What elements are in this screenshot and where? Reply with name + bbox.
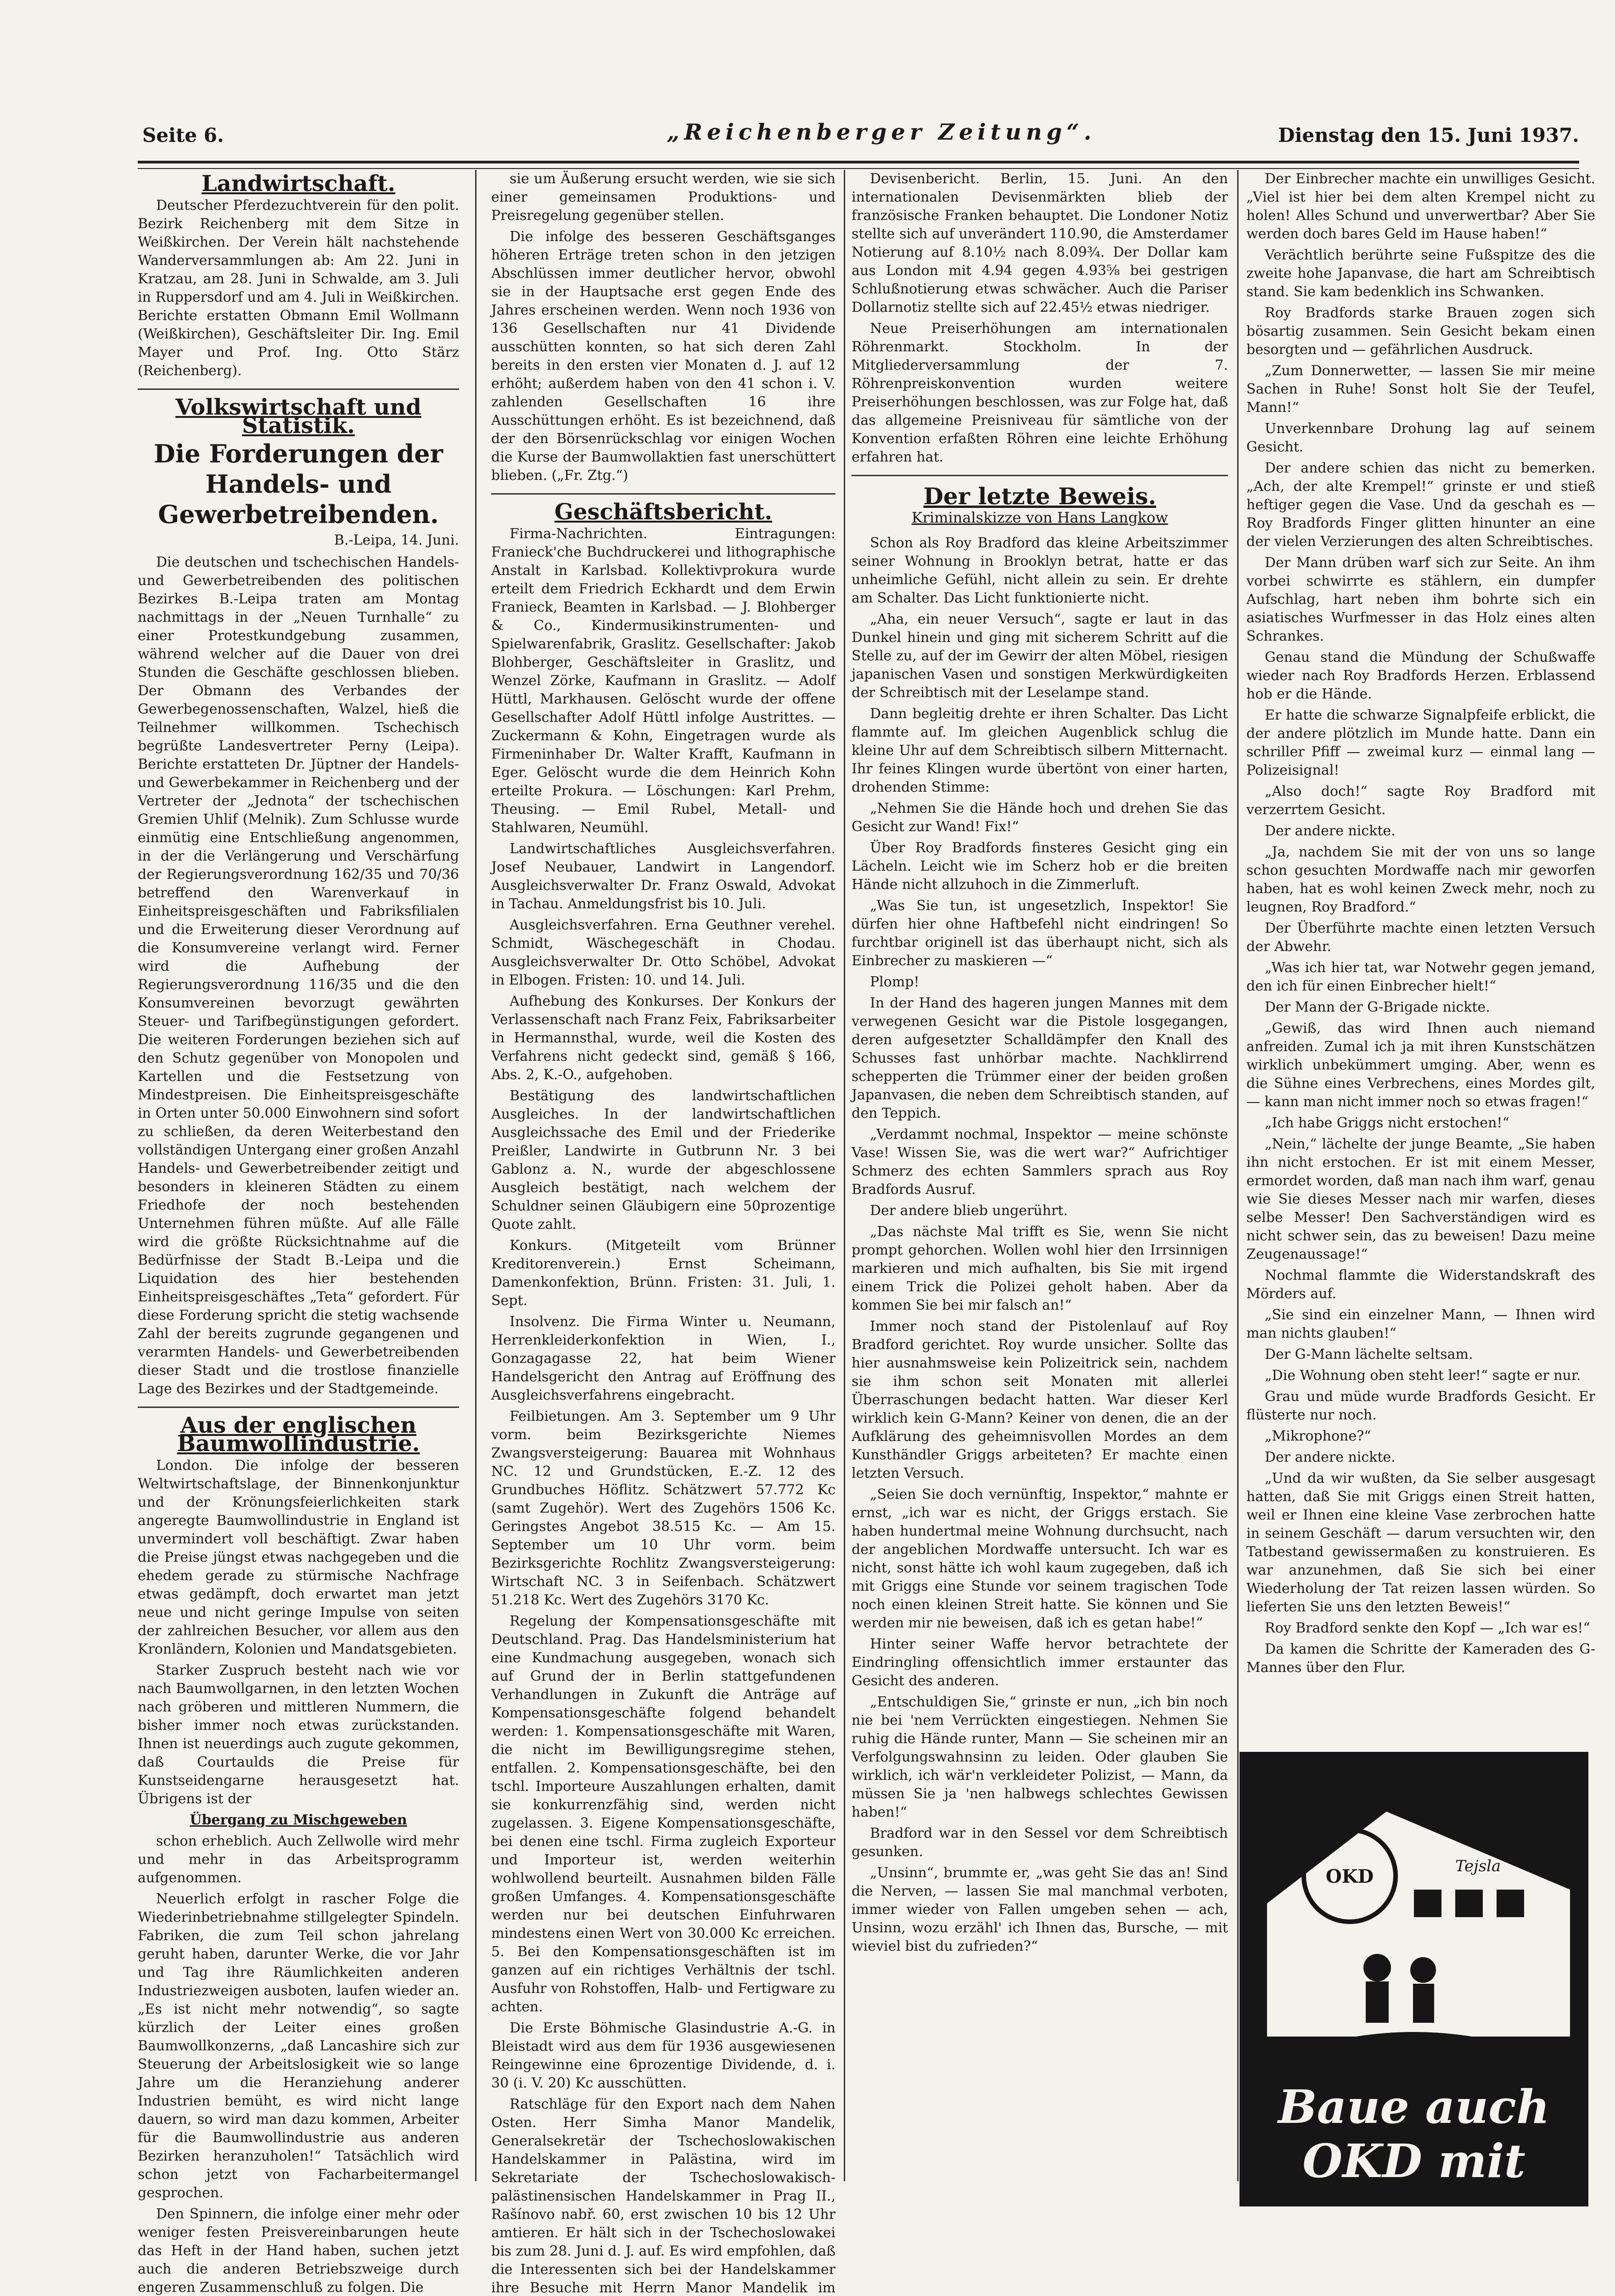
notice-item: Konkurs. (Mitgeteilt vom Brünner Kreditorenverein.) Ernst Scheimann, Damenkonfektion, Brünn. Fristen: 31. Juli, 1. Sept. <box>491 1238 836 1309</box>
column-divider <box>475 170 477 2181</box>
article-paragraph: Die infolge des besseren Geschäftsganges höheren Erträge treten schon in den jetzigen Abschlüssen immer deutlicher hervor, obwohl sie in der Hauptsache erst gegen Ende des Jahres erscheinen werden. Wenn noch 1936 von 136 Gesellschaften nur 41 Dividende ausschütten konnten, so hat sich deren Zahl bereits in den ersten vier Monaten d. J. auf 12 erhöht; außerdem haben von den 41 schon i. V. zahlenden Gesellschaften 16 ihre Ausschüttungen erhöht. Es ist bezeichnend, daß der den Börsenrückschlag vor einigen Wochen die Kurse der Baumwollaktien fast unerschüttert blieben. („Fr. Ztg.“) <box>491 229 836 484</box>
story-paragraph: Verächtlich berührte seine Fußspitze des die zweite hohe Japanvase, die hart am Schreibtisch stand. Sie kam bedenklich ins Schwanken. <box>1246 247 1595 300</box>
story-paragraph: „Also doch!“ sagte Roy Bradford mit verzerrtem Gesicht. <box>1246 783 1595 818</box>
notice-item: Devisenbericht. Berlin, 15. Juni. An den internationalen Devisenmärkten blieb der französische Franken behauptet. Die Londoner Notiz stellte sich auf unverändert 110.90, die Amsterdamer Notierung auf 8.10½ nach 8.09¾. Der Dollar kam aus London mit 4.94 gegen 4.93⅝ bei gestrigen Schlußnotierung etwas schwächer. Auch die Pariser Dollarnotiz stellte sich auf 22.45½ etwas niedriger. <box>852 171 1228 315</box>
ad-window <box>1455 1890 1483 1917</box>
notice-item: Firma-Nachrichten. Eintragungen: Franieck'che Buchdruckerei und lithographische Anstalt in Karlsbad. Kollektivprokura wurde erteilt dem Friedrich Eckhardt und dem Erwin Franieck, Beamten in Karlsbad. — J. Blohberger & Co., Kindermusikinstrumenten- und Spielwarenfabrik, Graslitz. Gesellschafter: Jakob Blohberger, Geschäftsleiter in Graslitz, und Wenzel Zörke, Kaufmann in Graslitz. — Adolf Hüttl, Markhausen. Gelöscht wurde der offene Gesellschafter Adolf Hüttl infolge Austrittes. — Zuckermann & Kohn, Eingetragen wurde als Firmeninhaber Dr. Walter Krafft, Kaufmann in Eger. Gelöscht wurde die dem Heinrich Kohn erteilte Prokura. — Löschungen: Karl Prehm, Theusing. — Emil Rubel, Metall- und Stahlwaren, Neumühl. <box>491 526 836 836</box>
section-rule <box>491 493 836 495</box>
ad-window <box>1414 1890 1441 1917</box>
story-paragraph: „Seien Sie doch vernünftig, Inspektor,“ mahnte er ernst, „ich war es nicht, der Griggs erstach. Sie haben hundertmal meine Wohnung durchsucht, nach der angeblichen Mordwaffe untersucht. Ich war es nicht, sonst hätte ich wohl kaum zugegeben, daß ich mit Griggs eine Stunde vor seinem tragischen Tode noch einen kleinen Streit hatte. Sie können und Sie werden mir nie beweisen, daß ich es getan habe!“ <box>852 1486 1228 1631</box>
notice-item: Feilbietungen. Am 3. September um 9 Uhr vorm. beim Bezirksgerichte Niemes Zwangsversteigerung: Bauarea mit Wohnhaus NC. 12 und Grundstücken, E.-Z. 12 des Grundbuches Höflitz. Schätzwert 57.772 Kc (samt Zugehör). Wert des Zugehörs 1506 Kc. Geringstes Angebot 38.515 Kc. — Am 15. September um 10 Uhr vorm. beim Bezirksgerichte Rochlitz Zwangsversteigerung: Wirtschaft NC. 3 in Seifenbach. Schätzwert 51.218 Kc. Wert des Zugehörs 3170 Kc. <box>491 1408 836 1608</box>
story-paragraph: „Was Sie tun, ist ungesetzlich, Inspektor! Sie dürfen hier ohne Haftbefehl nicht eindringen! So furchtbar originell ist das überhaupt nicht, sich als Einbrecher zu maskieren —“ <box>852 898 1228 969</box>
notice-item: Landwirtschaftliches Ausgleichsverfahren. Josef Neubauer, Landwirt in Langendorf. Ausgleichsverwalter Dr. Franz Oswald, Advokat in Tachau. Anmeldungsfrist bis 10. Juli. <box>491 841 836 912</box>
article-paragraph: London. Die infolge der besseren Weltwirtschaftslage, der Binnenkonjunktur und der Krönungsfeierlichkeiten stark angeregte Baumwollindustrie in England ist unvermindert voll beschäftigt. Zwar haben die Preise jüngst etwas nachgegeben und die ehedem gerade zu stürmische Nachfrage etwas gedämpft, doch erwartet man jetzt neue und nicht geringe Impulse von seiten der zahlreichen Besucher, vor allem aus den Kronländern, Kolonien und Mandatsgebieten. <box>138 1458 459 1657</box>
story-paragraph: Der Mann der G-Brigade nickte. <box>1265 999 1490 1015</box>
story-paragraph: „Entschuldigen Sie,“ grinste er nun, „ich bin noch nie bei 'nem Verrückten eingestiegen. Nehmen Sie ruhig die Hände runter, Mann — Sie scheinen mir an Verfolgungswahnsinn zu leiden. Oder glauben Sie wirklich, ich wär'n verkleideter Polizist, — Mann, da müssen Sie ja 'nen halbwegs schlechtes Gewissen haben!“ <box>852 1694 1228 1820</box>
story-paragraph: Der andere nickte. <box>1265 1449 1396 1465</box>
story-paragraph: „Unsinn“, brummte er, „was geht Sie das an! Sind die Nerven, — lassen Sie mal manchmal verboten, immer wieder von Fallen umgeben sehen — ach, Unsinn, wozu erzähl' ich Ihnen das, Bursche, — mit wieviel bist du zufrieden?“ <box>852 1865 1228 1954</box>
story-paragraph: Er hatte die schwarze Signalpfeife erblickt, die der andere plötzlich im Munde hatte. Dann ein schriller Pfiff — zweimal kurz — einmal lang — Polizeisignal! <box>1246 707 1595 778</box>
notice-item: Ratschläge für den Export nach dem Nahen Osten. Herr Simha Manor Mandelik, Generalsekretär der Tschechoslowakischen Handelskammer in Palästina, wird im Sekretariate der Tschechoslowakisch-palästinensischen Handelskammer in Prag II., Rašínovo nabř. 60, erst zwischen 10 bis 12 Uhr amtieren. Er hält sich in der Tschechoslowakei bis zum 28. Juni d. J. auf. Es wird empfohlen, daß die Interessenten sich bei der Handelskammer ihre Besuche mit Herrn Manor Mandelik im <box>491 2096 836 2296</box>
story-paragraph: „Ich habe Griggs nicht erstochen!“ <box>1265 1115 1509 1131</box>
notice-item: Regelung der Kompensationsgeschäfte mit Deutschland. Prag. Das Handelsministerium hat eine Kundmachung ausgegeben, wonach sich auf Grund der in Berlin stattgefundenen Verhandlungen in Zukunft die Anträge auf Kompensationsgeschäfte folgend behandelt werden: 1. Kompensationsgeschäfte mit Waren, die nicht im Bewilligungsregime stehen, entfallen. 2. Kompensationsgeschäfte, bei den tschl. Importeure Auszahlungen erhalten, damit sie konkurrenzfähig sind, werden nicht zugelassen. 3. Eigene Kompensationsgeschäfte, bei denen eine tschl. Firma zugleich Exporteur und Importeur ist, werden weiterhin wohlwollend beurteilt. Ausnahmen bilden Fälle großen Umfanges. 4. Kompensationsgeschäfte werden nur bei deutschen Einfuhrwaren mindestens einen Wert von 30.000 Kc erreichen. 5. Bei den Kompensationsgeschäften ist im ganzen auf ein richtiges Verhältnis der tschl. Ausfuhr von Rohstoffen, Halb- und Fertigware zu achten. <box>491 1613 836 2015</box>
notice-item: Neue Preiserhöhungen am internationalen Röhrenmarkt. Stockholm. In der Mitgliederversammlung der 7. Röhrenpreiskonvention wurden weitere Preiserhöhungen beschlossen, was zur Folge hat, daß das allgemeine Preisniveau für sämtliche von der Konvention erfaßten Röhren eine leichte Erhöhung erfahren hat. <box>852 321 1228 465</box>
advertisement-okd <box>1239 1752 1588 2206</box>
article-paragraph: Den Spinnern, die infolge einer mehr oder weniger festen Preisvereinbarungen heute das Heft in der Hand haben, suchen jetzt auch die anderen Betriebszweige durch engeren Zusammenschluß zu folgen. Die <box>138 2206 459 2296</box>
column-divider <box>844 170 845 2181</box>
column-divider <box>1237 170 1239 2181</box>
article-paragraph: sie um Äußerung ersucht werden, wie sie sich einer gemeinsamen Produktions- und Preisregelung gegenüber stellen. <box>491 171 836 224</box>
article-subheading: Übergang zu Mischgeweben <box>190 1812 407 1828</box>
column-3 <box>852 170 1228 2181</box>
story-paragraph: Dann begleitig drehte er ihren Schalter. Das Licht flammte auf. Im gleichen Augenblick schlug die kleine Uhr auf dem Schreibtisch silbern Mitternacht. Ihr feines Klingen wurde übertönt von einer harten, drohenden Stimme: <box>852 706 1228 795</box>
section-rule <box>852 475 1228 476</box>
story-paragraph: Hinter seiner Waffe hervor betrachtete der Eindringling offensichtlich immer erstaunter das Gesicht des anderen. <box>852 1636 1228 1689</box>
story-paragraph: Schon als Roy Bradford das kleine Arbeitszimmer seiner Wohnung in Brooklyn betrat, hatte er das unheimliche Gefühl, nicht allein zu sein. Er drehte am Schalter. Das Licht funktionierte nicht. <box>852 535 1228 606</box>
notice-item: Bestätigung des landwirtschaftlichen Ausgleiches. In der landwirtschaftlichen Ausgleichssache des Emil und der Friederike Preißler, Landwirte in Gutbrunn Nr. 3 bei Gablonz a. N., wurde der abgeschlossene Ausgleich bestätigt, nach welchem der Schuldner seinen Gläubigern eine 50prozentige Quote zahlt. <box>491 1088 836 1232</box>
notice-item: Die Erste Böhmische Glasindustrie A.-G. in Bleistadt wird aus dem für 1936 ausgewiesenen Reingewinne eine 6prozentige Dividende, d. i. 30 (i. V. 20) Kc ausschütten. <box>491 2020 836 2091</box>
story-byline: Kriminalskizze von Hans Langkow <box>911 509 1168 526</box>
ad-figure-body <box>1413 1984 1434 2023</box>
story-paragraph: „Was ich hier tat, war Notwehr gegen jemand, den ich für einen Einbrecher hielt!“ <box>1246 960 1595 994</box>
story-paragraph: Über Roy Bradfords finsteres Gesicht ging ein Lächeln. Leicht wie im Scherz hob er die breiten Hände nicht allzuhoch in die Zimmerluft. <box>852 840 1228 893</box>
ad-logo-text: OKD <box>1325 1866 1374 1887</box>
story-paragraph: Der andere nickte. <box>1265 823 1396 839</box>
masthead: „Reichenberger Zeitung“. <box>667 119 1096 145</box>
story-paragraph: „Sie sind ein einzelner Mann, — Ihnen wird man nichts glauben!“ <box>1246 1307 1595 1341</box>
story-paragraph: „Verdammt nochmal, Inspektor — meine schönste Vase! Wissen Sie, was die wert war?“ Aufrichtiger Schmerz des echten Sammlers sprach aus Roy Bradfords Ausruf. <box>852 1126 1228 1198</box>
story-paragraph: Roy Bradfords starke Brauen zogen sich bösartig zusammen. Sein Gesicht bekam einen besorgten und — gefährlichen Ausdruck. <box>1246 305 1595 358</box>
story-paragraph: Roy Bradford senkte den Kopf — „Ich war es!“ <box>1265 1620 1590 1636</box>
story-paragraph: „Die Wohnung oben steht leer!“ sagte er nur. <box>1265 1367 1581 1384</box>
story-paragraph: In der Hand des hageren jungen Mannes mit dem verwegenen Gesicht war die Pistole losgegangen, deren aufgesetzter Schalldämpfer den Knall des Schusses fast unhörbar machte. Nachklirrend schepperten die Trümmer einer der beiden großen Japanvasen, die neben dem Schreibtisch standen, auf den Teppich. <box>852 995 1228 1121</box>
story-paragraph: Immer noch stand der Pistolenlauf auf Roy Bradford gerichtet. Roy wurde unsicher. Sollte das hier ausnahmsweise kein Polizeitrick sein, nachdem sie ihm schon seit Monaten mit allerlei Überraschungen bedacht hatten. War dieser Kerl wirklich kein G-Mann? Keiner von denen, die an der Aufklärung des geheimnisvollen Mordes an dem Kunsthändler Griggs arbeiteten? Er machte einen letzten Versuch. <box>852 1318 1228 1481</box>
story-paragraph: „Mikrophone?“ <box>1265 1428 1371 1444</box>
section-rule <box>138 388 459 390</box>
section-title-geschaeftsbericht: Geschäftsbericht. <box>554 499 773 525</box>
story-title: Der letzte Beweis. <box>923 483 1156 510</box>
article-headline-baumwolle: Aus der englischen Baumwollindustrie. <box>177 1412 420 1457</box>
story-paragraph: Bradford war in den Sessel vor dem Schreibtisch gesunken. <box>852 1825 1228 1860</box>
story-paragraph: „Nein,“ lächelte der junge Beamte, „Sie haben ihn nicht erstochen. Er ist mit einem Messer, ermordet worden, daß man nach ihm warf, genau wie Sie dieses Messer nach mir warfen, dieses selbe Messer! Den Sachverständigen wird es nicht schwer sein, das zu beweisen! Dazu meine Zeugenaussage!“ <box>1246 1136 1595 1262</box>
ad-script-word: Tejsla <box>1455 1857 1501 1875</box>
story-paragraph: Grau und müde wurde Bradfords Gesicht. Er flüsterte nur noch. <box>1246 1389 1595 1423</box>
story-paragraph: „Aha, ein neuer Versuch“, sagte er laut in das Dunkel hinein und ging mit sicherem Schritt auf die Stelle zu, auf der im Gewirr der alten Möbel, riesigen japanischen Vasen und sonstigen Merkwürdigkeiten der Schreibtisch mit der Leselampe stand. <box>852 611 1228 701</box>
column-2 <box>491 170 836 2296</box>
section-title-volkswirtschaft: Volkswirtschaft und Statistik. <box>175 394 421 439</box>
notice-item: Ausgleichsverfahren. Erna Geuthner verehel. Schmidt, Wäschegeschäft in Chodau. Ausgleichsverwalter Dr. Otto Schöbel, Advokat in Elbogen. Fristen: 10. und 14. Juli. <box>491 917 836 988</box>
ad-figure-body <box>1366 1981 1389 2023</box>
article-paragraph: Deutscher Pferdezuchtverein für den polit. Bezirk Reichenberg mit dem Sitze in Weißkirchen. Der Verein hält nachstehende Wanderversammlungen ab: Am 22. Juni in Kratzau, am 28. Juni in Schwalde, am 3. Juli in Ruppersdorf und am 4. Juli in Weißkirchen. Berichte erstatten Obmann Emil Wollmann (Weißkirchen), Geschäftsleiter Dir. Ing. Emil Mayer und Prof. Ing. Otto Stärz (Reichenberg). <box>138 197 459 379</box>
story-paragraph: Der Mann drüben warf sich zur Seite. An ihm vorbei schwirrte es stählern, ein dumpfer Aufschlag, hart neben ihm bohrte sich ein asiatisches Wurfmesser in das Holz eines alten Schrankes. <box>1246 555 1595 644</box>
story-paragraph: Der andere schien das nicht zu bemerken. „Ach, der alte Krempel!“ grinste er und stieß heftiger gegen die Vase. Und da geschah es — Roy Bradfords Finger glitten hinunter an eine der vielen Verzierungen des alten Schreibtisches. <box>1246 460 1595 550</box>
story-paragraph: Plomp! <box>870 974 920 990</box>
story-paragraph: „Ja, nachdem Sie mit der von uns so lange schon gesuchten Mordwaffe nach mir geworfen haben, hat es wohl keinen Zweck mehr, noch zu leugnen, Roy Bradford.“ <box>1246 844 1595 915</box>
story-paragraph: Der Überführte machte einen letzten Versuch der Abwehr. <box>1246 920 1595 955</box>
story-paragraph: Der andere blieb ungerührt. <box>870 1203 1068 1219</box>
section-rule <box>138 1407 459 1408</box>
story-paragraph: „Und da wir wußten, da Sie selber ausgesagt hatten, daß Sie mit Griggs einen Streit hatten, weil er Ihnen eine kleine Vase zerbrochen hatte in seinem Geschäft — darum versuchten wir, den Tatbestand gewissermaßen zu konstruieren. Es war anzunehmen, daß Sie sich bei einer Wiederholung der Tat reizen lassen würden. So lieferten Sie uns den letzten Beweis!“ <box>1246 1470 1595 1615</box>
story-paragraph: „Gewiß, das wird Ihnen auch niemand anfreiden. Zumal ich ja mit ihren Kunstschätzen wirklich unbekümmert umging. Aber, wenn es die Sühne eines Verbrechens, eines Mordes gilt, — kann man nicht immer noch so etwas fragen!“ <box>1246 1020 1595 1110</box>
article-headline: Die Forderungen der Handels- und Gewerbetreibenden. <box>153 439 443 529</box>
story-paragraph: Der G-Mann lächelte seltsam. <box>1265 1346 1473 1362</box>
issue-date: Dienstag den 15. Juni 1937. <box>1278 124 1579 146</box>
ad-slogan: Baue auch OKD mit <box>1278 2080 1550 2188</box>
story-paragraph: Unverkennbare Drohung lag auf seinem Gesicht. <box>1246 421 1595 455</box>
notice-item: Aufhebung des Konkurses. Der Konkurs der Verlassenschaft nach Franz Feix, Fabriksarbeiter in Hermannsthal, wurde, weil die Kosten des Verfahrens nicht gedeckt sind, gemäß § 166, Abs. 2, K.-O., aufgehoben. <box>491 993 836 1083</box>
column-1 <box>138 170 459 2296</box>
article-paragraph: schon erheblich. Auch Zellwolle wird mehr und mehr in das Arbeitsprogramm aufgenommen. <box>138 1833 459 1886</box>
notice-item: Insolvenz. Die Firma Winter u. Neumann, Herrenkleiderkonfektion in Wien, I., Gonzagagasse 22, hat beim Wiener Handelsgericht den Antrag auf Eröffnung des Ausgleichsverfahrens eingebracht. <box>491 1314 836 1403</box>
article-paragraph: Neuerlich erfolgt in rascher Folge die Wiederinbetriebnahme stillgelegter Spindeln. Fabriken, die zum Teil schon jahrelang geruht haben, darunter Werke, die vor Jahr und Tag ihre Räumlichkeiten anderen Industriezweigen ausboten, laufen wieder an. „Es ist nicht mehr notwendig“, so sagte kürzlich der Leiter eines großen Baumwollkonzerns, „daß Lancashire sich zur Steuerung der Arbeitslosigkeit wie so lange Jahre um die Heranziehung anderer Industrien bemüht, es wird nicht lange dauern, so wird man dazu kommen, Arbeiter für die Baumwollindustrie aus anderen Bezirken heranzuholen!“ Tatsächlich wird schon jetzt von Facharbeitermangel gesprochen. <box>138 1891 459 2201</box>
section-title-landwirtschaft: Landwirtschaft. <box>201 171 396 197</box>
column-4 <box>1246 170 1595 1740</box>
story-paragraph: „Zum Donnerwetter, — lassen Sie mir meine Sachen in Ruhe! Sonst holt Sie der Teufel, Mann!“ <box>1246 363 1595 416</box>
story-paragraph: Genau stand die Mündung der Schußwaffe wieder nach Roy Bradfords Herzen. Erblassend hob er die Hände. <box>1246 649 1595 702</box>
story-paragraph: „Nehmen Sie die Hände hoch und drehen Sie das Gesicht zur Wand! Fix!“ <box>852 800 1228 835</box>
ad-window <box>1497 1890 1524 1917</box>
story-paragraph: „Das nächste Mal trifft es Sie, wenn Sie nicht prompt gehorchen. Wollen wohl hier den Irrsinnigen markieren und mich aufhalten, bis Sie mit irgend einem Trick die Polizei geholt haben. Aber da kommen Sie bei mir falsch an!“ <box>852 1224 1228 1313</box>
story-paragraph: Da kamen die Schritte der Kameraden des G-Mannes über den Flur. <box>1246 1641 1595 1676</box>
article-dateline: B.-Leipa, 14. Juni. <box>334 532 459 548</box>
story-paragraph: Der Einbrecher machte ein unwilliges Gesicht. „Viel ist hier bei dem alten Krempel nicht zu holen! Alles Schund und unverwertbar? Aber Sie werden doch bares Geld im Hause haben!“ <box>1246 171 1595 242</box>
article-paragraph: Die deutschen und tschechischen Handels- und Gewerbetreibenden des politischen Bezirkes B.-Leipa traten am Montag nachmittags in der „Neuen Turnhalle“ zu einer Protestkundgebung zusammen, während welcher auf die Dauer von drei Stunden die Geschäfte geschlossen blieben. Der Obmann des Verbandes der Gewerbegenossenschaften, Walzel, hieß die Teilnehmer willkommen. Tschechisch begrüßte Landesvertreter Perny (Leipa). Berichte erstatteten Dr. Jüptner der Handels- und Gewerbekammer in Reichenberg und der Vertreter der „Jednota“ der tschechischen Gremien Uhlif (Melnik). Zum Schlusse wurde einmütig eine Entschließung angenommen, in der die Verlängerung und Verschärfung der Regierungsverordnung 162/35 und 70/36 betreffend den Warenverkauf in Einheitspreisgeschäften und Fabriksfilialen und die Erweiterung dieser Verordnung auf die Konsumvereine verlangt wird. Ferner wird die Aufhebung der Regierungsverordnung 116/35 und die den Konsumvereinen bevorzugt gewährten Steuer- und Tarifbegünstigungen gefordert. Die weiteren Forderungen beziehen sich auf den Schutz gegenüber von Monopolen und Kartellen und die Festsetzung von Mindestpreisen. Die Einheitspreisgeschäfte in Orten unter 50.000 Einwohnern sind sofort zu schließen, da deren Weiterbestand den vollständigen Untergang einer großen Anzahl Handels- und Gewerbetreibender zeitigt und besonders in kleineren Städten zu einem Friedhofe der noch bestehenden Unternehmen führen müßte. Auf alle Fälle wird die größte Rücksichtnahme auf die Bedürfnisse der Stadt B.-Leipa und die Liquidation des hier bestehenden Einheitspreisgeschäftes „Teta“ gefordert. Für diese Forderung spricht die stetig wachsende Zahl der bereits zugrunde gegangenen und verarmten Handels- und Gewerbetreibenden dieser Stadt und die trostlose finanzielle Lage des Bezirkes und der Stadtgemeinde. <box>138 554 459 1397</box>
header-rule <box>138 161 1579 169</box>
article-paragraph: Starker Zuspruch besteht nach wie vor nach Baumwollgarnen, in den letzten Wochen nach gröberen und mittleren Nummern, die bisher immer noch etwas zurückstanden. Ihnen ist neuerdings auch zugute gekommen, daß Courtaulds die Preise für Kunstseidengarne herausgesetzt hat. Übrigens ist der <box>138 1662 459 1807</box>
page-number: Seite 6. <box>142 124 224 146</box>
story-paragraph: Nochmal flammte die Widerstandskraft des Mörders auf. <box>1246 1267 1595 1302</box>
page-header <box>138 119 1579 161</box>
ad-figure-head <box>1363 1954 1391 1981</box>
ad-figure-head <box>1410 1957 1436 1983</box>
